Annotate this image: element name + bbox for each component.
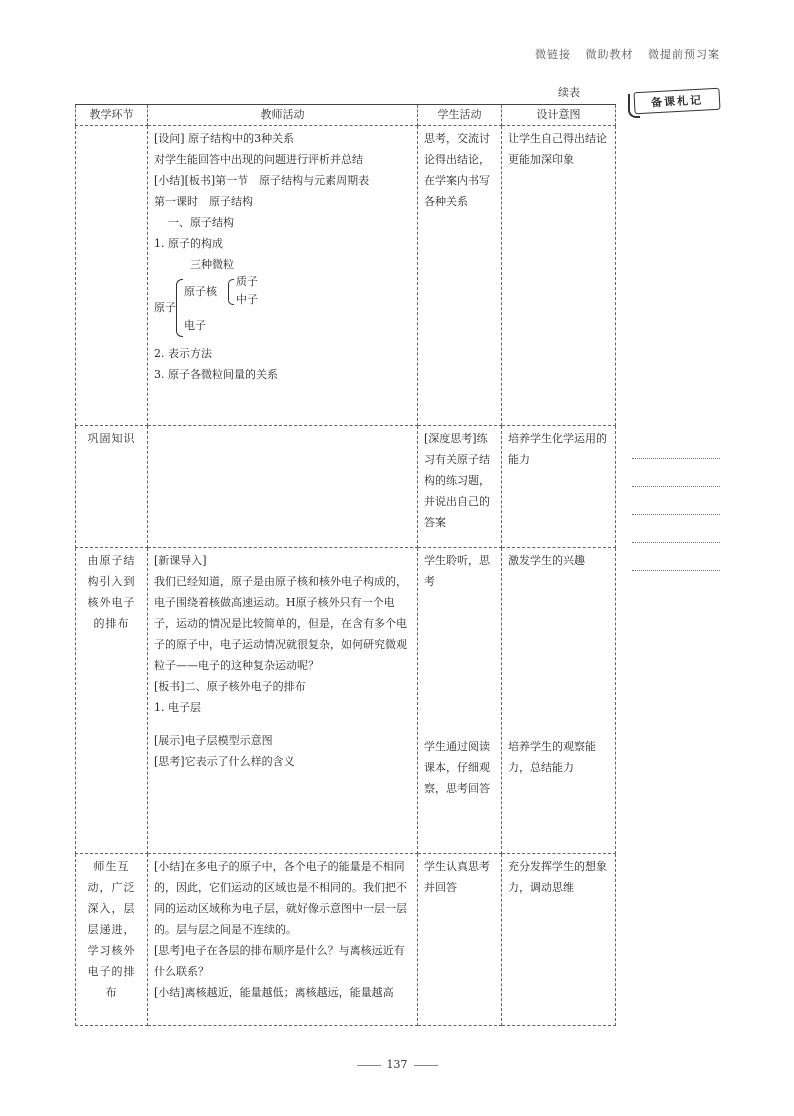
teacher-paragraph: 我们已经知道，原子是由原子核和核外电子构成的，电子围绕着核做高速运动。H原子核外只有一个电子，运动的情况是比较简单的，但是，在含有多个电子的原子中，电子运动情况就很复杂，如何研究微观粒子——电子的这种复杂运动呢？ (154, 575, 407, 672)
design-intent-text: 激发学生的兴趣 (508, 554, 585, 567)
column-header: 教学环节 (76, 105, 148, 126)
column-header: 学生活动 (418, 105, 502, 126)
student-activity-cell: [深度思考]练习有关原子结构的练习题，并说出自己的答案 (418, 426, 502, 548)
stage-cell: 师生互动，广泛深入，层层递进，学习核外电子的排布 (76, 854, 148, 1026)
note-line (632, 514, 720, 515)
teacher-activity-cell (148, 126, 418, 426)
stage-cell (76, 126, 148, 426)
lesson-plan-table (75, 104, 616, 1026)
page-header (525, 46, 720, 62)
design-intent-text: 培养学生的观察能力，总结能力 (508, 740, 596, 774)
teacher-line: 2. 表示方法 (154, 347, 212, 360)
table-row (76, 548, 616, 854)
table-row (76, 126, 616, 426)
student-activity-cell (418, 548, 502, 854)
column-header: 教师活动 (148, 105, 418, 126)
nucleus-label: 原子核 (184, 285, 217, 298)
notes-title-label: 备课札记 (633, 88, 720, 114)
teacher-line: 1. 原子的构成 (154, 237, 223, 250)
teacher-activity-cell (148, 426, 418, 548)
column-header: 设计意图 (502, 105, 616, 126)
teacher-paragraph: [小结]离核越近，能量越低；离核越远，能量越高 (154, 986, 394, 999)
teacher-line: 第一课时 原子结构 (154, 195, 253, 208)
header-item: 微提前预习案 (648, 48, 720, 61)
note-line (632, 542, 720, 543)
design-intent-cell: 让学生自己得出结论更能加深印象 (502, 126, 616, 426)
teacher-line: [设问] 原子结构中的3种关系 (154, 132, 295, 145)
note-line (632, 570, 720, 571)
teacher-line: [小结][板书]第一节 原子结构与元素周期表 (154, 174, 370, 187)
page-number: 137 (0, 1058, 794, 1071)
teacher-paragraph: [小结]在多电子的原子中，各个电子的能量是不相同的，因此，它们运动的区域也是不相同的。我们把不同的运动区域称为电子层，就好像示意图中一层一层的。层与层之间是不连续的。 (154, 860, 407, 936)
header-item: 微助教材 (585, 48, 634, 61)
teacher-line: [新课导入] (154, 554, 207, 567)
student-activity-text: 学生通过阅读课本，仔细观察，思考回答 (424, 740, 490, 795)
teacher-activity-cell (148, 548, 418, 854)
proton-label: 质子 (236, 275, 258, 288)
note-line (632, 486, 720, 487)
brace-icon (176, 279, 183, 337)
notes-title (630, 88, 722, 112)
design-intent-cell: 充分发挥学生的想象力，调动思维 (502, 854, 616, 1026)
table-header-row (76, 105, 616, 126)
teacher-line: [思考]它表示了什么样的含义 (154, 755, 295, 768)
neutron-label: 中子 (236, 293, 258, 306)
continued-label: 续表 (558, 86, 580, 99)
header-item: 微链接 (535, 48, 571, 61)
stage-cell: 由原子结构引入到核外电子的排布 (76, 548, 148, 854)
teacher-line: 对学生能回答中出现的问题进行评析并总结 (154, 153, 363, 166)
electron-label: 电子 (184, 319, 206, 332)
teacher-line: 一、原子结构 (168, 216, 234, 229)
atom-structure-diagram (154, 277, 411, 341)
table-row (76, 426, 616, 548)
stage-cell: 巩固知识 (76, 426, 148, 548)
design-intent-cell: 培养学生化学运用的能力 (502, 426, 616, 548)
note-line (632, 458, 720, 459)
teacher-activity-cell (148, 854, 418, 1026)
table-row (76, 854, 616, 1026)
teacher-paragraph: [思考]电子在各层的排布顺序是什么？与离核远近有什么联系？ (154, 944, 405, 978)
brace-icon (228, 279, 234, 305)
teacher-line: 1. 电子层 (154, 701, 201, 714)
teacher-line: 三种微粒 (190, 258, 234, 271)
student-activity-cell: 思考，交流讨论得出结论，在学案内书写各种关系 (418, 126, 502, 426)
student-activity-text: 学生聆听，思考 (424, 554, 490, 588)
teacher-line: [展示]电子层模型示意图 (154, 734, 273, 747)
atom-label: 原子 (154, 301, 176, 314)
teacher-line: 3. 原子各微粒间量的关系 (154, 368, 278, 381)
teacher-line: [板书]二、原子核外电子的排布 (154, 680, 306, 693)
student-activity-cell: 学生认真思考并回答 (418, 854, 502, 1026)
design-intent-cell (502, 548, 616, 854)
